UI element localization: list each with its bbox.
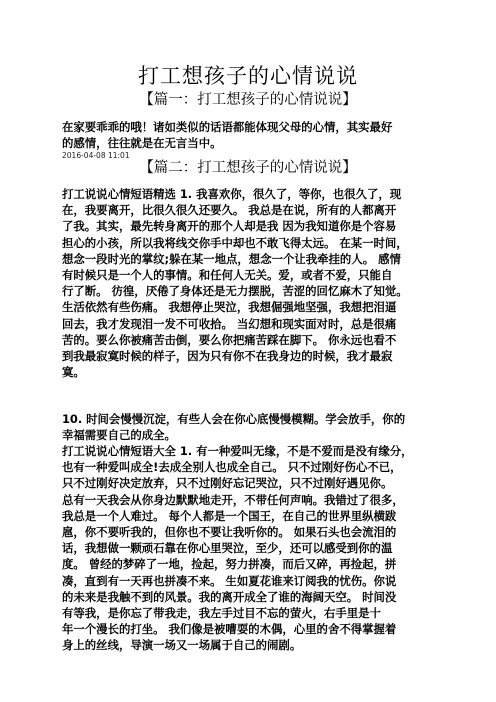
paragraph-1 <box>62 119 442 151</box>
text-line: 了我。其实，最先转身离开的那个人却是我 因为我知道你是个容易 <box>62 219 397 234</box>
text-line: 总有一天我会从你身边默默地走开，不带任何声响。我错过了很多， <box>62 492 404 507</box>
text-line: 只不过刚好决定放弃，只不过刚好忘记哭泣，只不过刚好遇见你。 <box>62 476 393 491</box>
text-line: 担心的小孩，所以我将线交你手中却也不敢飞得太远。 在某一时间， <box>62 235 408 250</box>
timestamp: 2016-04-08 11:01 <box>62 151 130 160</box>
text-line: 回去，我才发现泪一发不可收拾。 当幻想和现实面对时，总是很痛 <box>62 316 397 331</box>
text-line: 身上的丝线，导演一场又一场属于自己的闹剧。 <box>62 638 302 653</box>
text-line: 也有一种爱叫成全!去成全别人也成全自己。 只不过刚好伤心不已， <box>62 460 402 475</box>
text-line: 有等我，是你忘了带我走，我左手过目不忘的萤火，右手里是十 <box>62 606 381 621</box>
text-line: 苦的。要么你被痛苦击倒，要么你把痛苦踩在脚下。 你永远也看不 <box>62 332 397 347</box>
text-line: 寞。 <box>62 365 85 380</box>
text-line: 凑，直到有一天再也拼凑不来。 生如夏花谁来订阅我的忧伤。你说 <box>62 573 397 588</box>
text-line: 到我最寂寞时候的样子，因为只有你不在我身边的时候，我才最寂 <box>62 349 393 364</box>
text-line: 10. 时间会慢慢沉淀，有些人会在你心底慢慢模糊。学会放手，你的 <box>62 412 406 426</box>
text-line: 在家要乖乖的哦！诸如类似的话语都能体现父母的心情，其实最好 <box>62 120 393 134</box>
text-line: 的感情，往往就是在无言当中。 <box>62 136 222 151</box>
text-line: 我总是一个人难过。 每个人都是一个国王，在自己的世界里纵横跋 <box>62 508 397 523</box>
paragraph-2 <box>62 186 442 380</box>
text-line: 话，我想做一颗顽石靠在你心里哭泣，至少，还可以感受到你的温 <box>62 541 393 556</box>
text-line: 的未来是我触不到的风景。我的离开成全了谁的海阔天空。 时间没 <box>62 589 397 604</box>
page-title: 打工想孩子的心情说说 <box>138 64 358 88</box>
section-heading-2: 【篇二：打工想孩子的心情说说】 <box>139 160 357 176</box>
text-line: 度。 曾经的梦碎了一地，捡起，努力拼凑，而后又碎，再捡起，拼 <box>62 557 397 572</box>
text-line: 在，我要离开，比很久很久还要久。 我总是在说，所有的人都离开 <box>62 203 397 218</box>
text-line: 打工说说心情短语大全 1. 有一种爱叫无缘，不是不爱而是没有缘分， <box>62 444 413 458</box>
paragraph-4 <box>62 443 442 654</box>
text-line: 想念一段时光的掌纹;躲在某一地点，想念一个让我牵挂的人。 感情 <box>62 251 401 266</box>
text-line: 有时候只是一个人的事情。和任何人无关。爱，或者不爱，只能自 <box>62 268 393 283</box>
text-line: 打工说说心情短语精选 1. 我喜欢你，很久了，等你，也很久了，现 <box>62 187 402 201</box>
text-line: 扈，你不要听我的，但你也不要让我听你的。 如果石头也会流泪的 <box>62 525 397 540</box>
paragraph-3 <box>62 411 442 443</box>
text-line: 生活依然有些伤痛。 我想停止哭泣，我想倔强地坚强，我想把泪逼 <box>62 300 397 315</box>
text-line: 行了断。 彷徨，厌倦了身体还是无力摆脱，苦涩的回忆麻木了知觉。 <box>62 284 408 299</box>
section-heading-1: 【篇一：打工想孩子的心情说说】 <box>139 92 357 108</box>
text-line: 幸福需要自己的成全。 <box>62 428 176 443</box>
text-line: 年一个漫长的打坐。 我们像是被嘈耍的木偶，心里的舍不得掌握着 <box>62 622 397 637</box>
